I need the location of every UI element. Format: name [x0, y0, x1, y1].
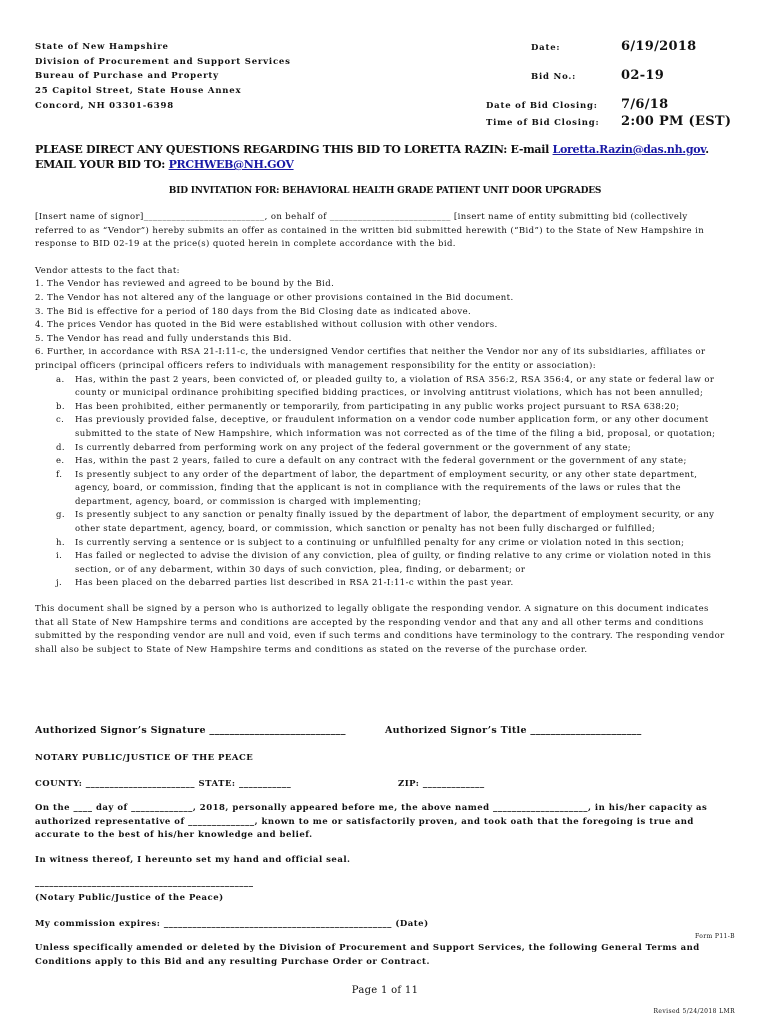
list-item: g. Is presently subject to any sanction or penalty finally issued by the department of labor, the department of employment security, or any other state department, agency, board, or commission, which sanction or penalty has not been fully discharged or fulfilled; [56, 510, 715, 535]
bid-body [35, 211, 728, 657]
street-address: 25 Capitol Street, State House Annex [35, 85, 242, 96]
list-item: 1. The Vendor has reviewed and agreed to be bound by the Bid. [35, 279, 335, 290]
state-name: State of New Hampshire [35, 42, 169, 52]
attestation-list [35, 278, 728, 373]
notary-signature-line[interactable]: ______________________________________________ [35, 878, 254, 888]
signor-signature-field[interactable]: Authorized Signor’s Signature ___________________________ [35, 725, 346, 736]
date-value: 6/19/2018 [621, 39, 697, 54]
bid-no-label: Bid No.: [531, 72, 577, 82]
list-item: 4. The prices Vendor has quoted in the Bid were established without collusion with other vendors. [35, 320, 498, 331]
list-item: i. Has failed or neglected to advise the division of any conviction, plea of guilty, or finding relative to any crime or violation noted in this section, or of any debarment, within 30 days of such conviction, plea, finding, or debarment; or [56, 551, 712, 575]
list-item: 2. The Vendor has not altered any of the language or other provisions contained in the Bid document. [35, 292, 514, 303]
list-item: a. Has, within the past 2 years, been convicted of, or pleaded guilty to, a violation of RSA 356:2, RSA 356:4, or any state or federal law or county or municipal ordinance prohibiting specified bidding practices, or involving antitrust violations, which has not been annulled; [56, 374, 715, 399]
commission-expires-field[interactable]: My commission expires: ________________________________________________ (Date) [35, 919, 429, 929]
form-number: Form P11-B [694, 933, 735, 940]
intro-paragraph: [Insert name of signor]__________________________, on behalf of __________________________ [insert name of entity submitting bid (collectively referred to as “Vendor”) hereby submits an offer as contained in the written bid submitted herewith (“Bid”) to the State of New Hampshire in response to BID 02-19 at the price(s) quoted herein in complete accordance with the bid. [35, 212, 705, 250]
questions-line: PLEASE DIRECT ANY QUESTIONS REGARDING THIS BID TO LORETTA RAZIN: E-mail Loretta.Razin@das.nh.gov. [35, 143, 709, 156]
witness-line: In witness thereof, I hereunto set my hand and official seal. [35, 855, 351, 865]
zip-field[interactable]: ZIP: _____________ [398, 779, 485, 789]
notary-heading: NOTARY PUBLIC/JUSTICE OF THE PEACE [35, 753, 254, 763]
terms-notice: Unless specifically amended or deleted by the Division of Procurement and Support Services, the following General Terms and Conditions apply to this Bid and any resulting Purchase Order or Contract. [35, 943, 700, 967]
agency-address [35, 40, 291, 114]
signor-title-field[interactable]: Authorized Signor’s Title ______________________ [385, 725, 642, 736]
page-number: Page 1 of 11 [351, 985, 419, 996]
closing-time-label: Time of Bid Closing: [486, 118, 600, 128]
list-item: 5. The Vendor has read and fully understands this Bid. [35, 333, 292, 344]
county-state-field[interactable]: COUNTY: _______________________ STATE: ___________ [35, 779, 292, 789]
list-item: 3. The Bid is effective for a period of 180 days from the Bid Closing date as indicated above. [35, 306, 472, 317]
contact-email-link[interactable]: Loretta.Razin@das.nh.gov [552, 143, 706, 156]
list-item: 6. Further, in accordance with RSA 21-I:11-c, the undersigned Vendor certifies that neither the Vendor nor any of its subsidiaries, affiliates or principal officers (principal officers refers to individuals with management responsibility for the entity or association): [35, 347, 706, 371]
closing-date-value: 7/6/18 [621, 97, 669, 112]
oath-paragraph: On the ____ day of _____________, 2018, personally appeared before me, the above named ____________________, in his/her capacity as authorized representative of ______________, known to me or satisfactorily proven, and took oath that the foregoing is true and accurate to the best of his/her knowledge and belief. [35, 803, 708, 840]
bid-email-link[interactable]: PRCHWEB@NH.GOV [168, 158, 294, 171]
revision-note: Revised 5/24/2018 LMR [653, 1008, 735, 1015]
notary-label: (Notary Public/Justice of the Peace) [35, 893, 224, 903]
closing-paragraph: This document shall be signed by a person who is authorized to legally obligate the responding vendor. A signature on this document indicates that all State of New Hampshire terms and conditions are accepted by the responding vendor and that any and all other terms and conditions submitted by the responding vendor are null and void, even if such terms and conditions have terminology to the contrary. The responding vendor shall also be subject to State of New Hampshire terms and conditions as stated on the reverse of the purchase order. [35, 604, 725, 655]
closing-date-label: Date of Bid Closing: [486, 101, 598, 111]
bid-title: BID INVITATION FOR: BEHAVIORAL HEALTH GRADE PATIENT UNIT DOOR UPGRADES [168, 186, 602, 196]
certification-sublist [35, 374, 728, 592]
list-item: f. Is presently subject to any order of the department of labor, the department of employment security, or any other state department, agency, board, or commission, finding that the applicant is not in compliance with the requirements of the laws or rules that the department, agency, board, or commission is charged with implementing; [56, 469, 698, 507]
submission-line: EMAIL YOUR BID TO: PRCHWEB@NH.GOV [35, 158, 294, 171]
bid-no-value: 02-19 [621, 68, 665, 83]
list-item: b. Has been prohibited, either permanently or temporarily, from participating in any public works project pursuant to RSA 638:20; [56, 401, 680, 412]
list-item: j. Has been placed on the debarred parties list described in RSA 21-I:11-c within the past year. [56, 578, 514, 589]
division-name: Division of Procurement and Support Services [35, 56, 291, 67]
questions-block [35, 142, 745, 172]
list-item: c. Has previously provided false, deceptive, or fraudulent information on a vendor code number application form, or any other document submitted to the state of New Hampshire, which information was not corrected as of the time of the filing a bid, proposal, or quotation; [56, 415, 716, 439]
date-label: Date: [531, 43, 561, 53]
attests-line: Vendor attests to the fact that: [35, 265, 180, 276]
closing-time-value: 2:00 PM (EST) [621, 114, 732, 129]
bureau-name: Bureau of Purchase and Property [35, 71, 219, 81]
city-address: Concord, NH 03301-6398 [35, 101, 174, 111]
list-item: e. Has, within the past 2 years, failed to cure a default on any contract with the federal government or the government of any state; [56, 456, 687, 467]
list-item: h. Is currently serving a sentence or is subject to a continuing or unfulfilled penalty for any crime or violation noted in this section; [56, 537, 685, 548]
list-item: d. Is currently debarred from performing work on any project of the federal government or the government of any state; [56, 442, 632, 453]
